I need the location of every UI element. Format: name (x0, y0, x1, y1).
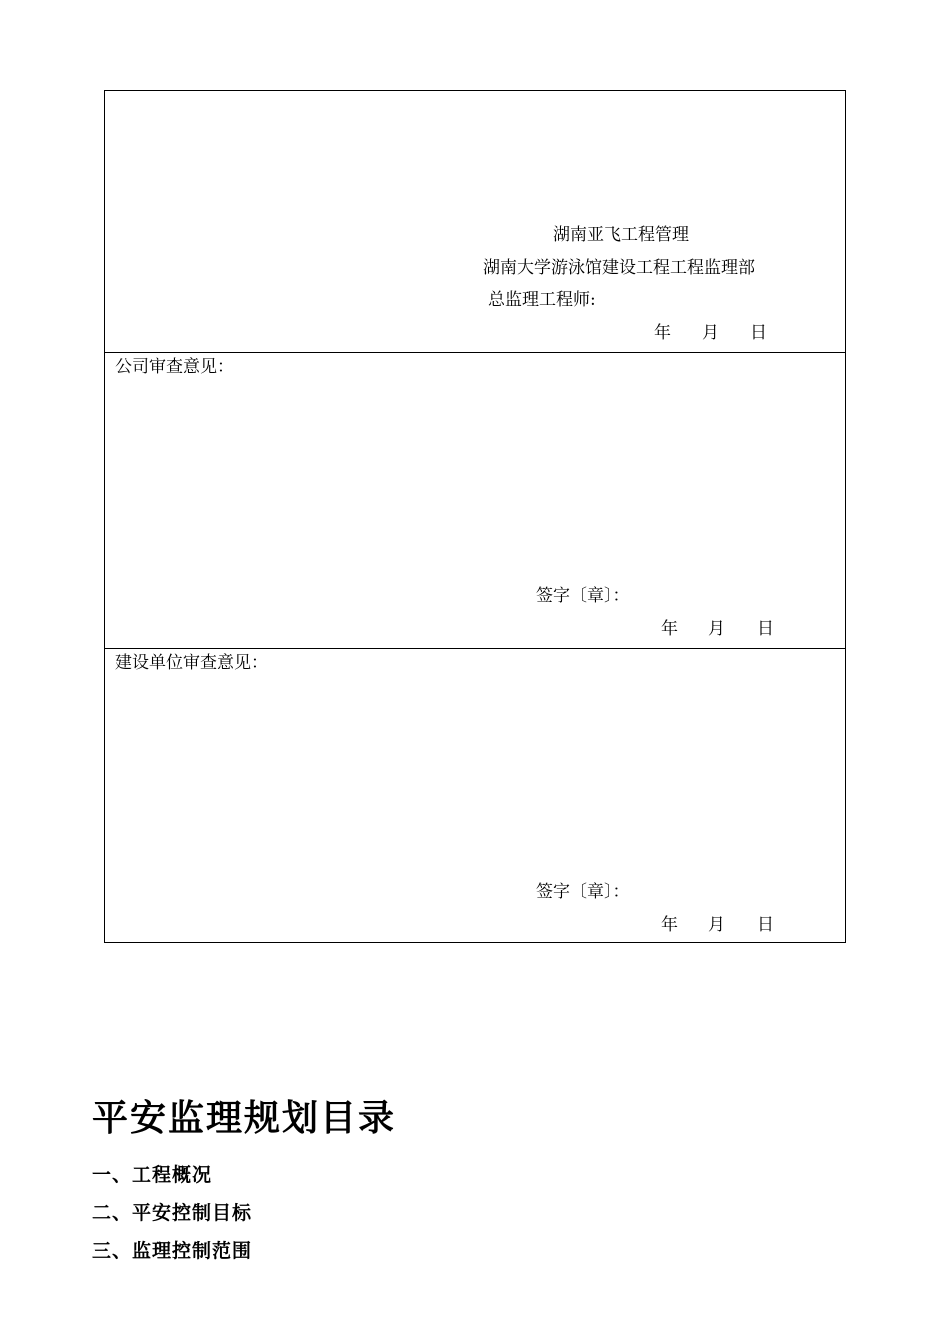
company-review-section (105, 353, 845, 649)
signature-label: 签字〔章〕： (536, 586, 630, 606)
toc-item: 二、平安控制目标 (92, 1202, 253, 1224)
date-day: 日 (757, 619, 774, 639)
toc-item: 一、工程概况 (92, 1164, 213, 1186)
supervision-dept-section (105, 91, 845, 353)
company-name-line1: 湖南亚飞工程管理 (553, 225, 689, 245)
owner-review-section (105, 649, 845, 943)
date-day: 日 (750, 323, 767, 343)
date-year: 年 (661, 619, 678, 639)
toc-title: 平安监理规划目录 (92, 1098, 397, 1139)
company-name-line2: 湖南大学游泳馆建设工程工程监理部 (483, 258, 755, 278)
signature-label: 签字〔章〕： (536, 882, 630, 902)
owner-review-heading: 建设单位审查意见： (115, 653, 268, 673)
date-month: 月 (708, 915, 725, 935)
company-review-heading: 公司审查意见： (115, 357, 234, 377)
toc-item: 三、监理控制范围 (92, 1240, 253, 1262)
date-month: 月 (708, 619, 725, 639)
date-month: 月 (702, 323, 719, 343)
date-day: 日 (757, 915, 774, 935)
chief-engineer-label: 总监理工程师: (488, 290, 596, 310)
date-year: 年 (661, 915, 678, 935)
date-year: 年 (654, 323, 671, 343)
approval-form-table (104, 90, 846, 943)
